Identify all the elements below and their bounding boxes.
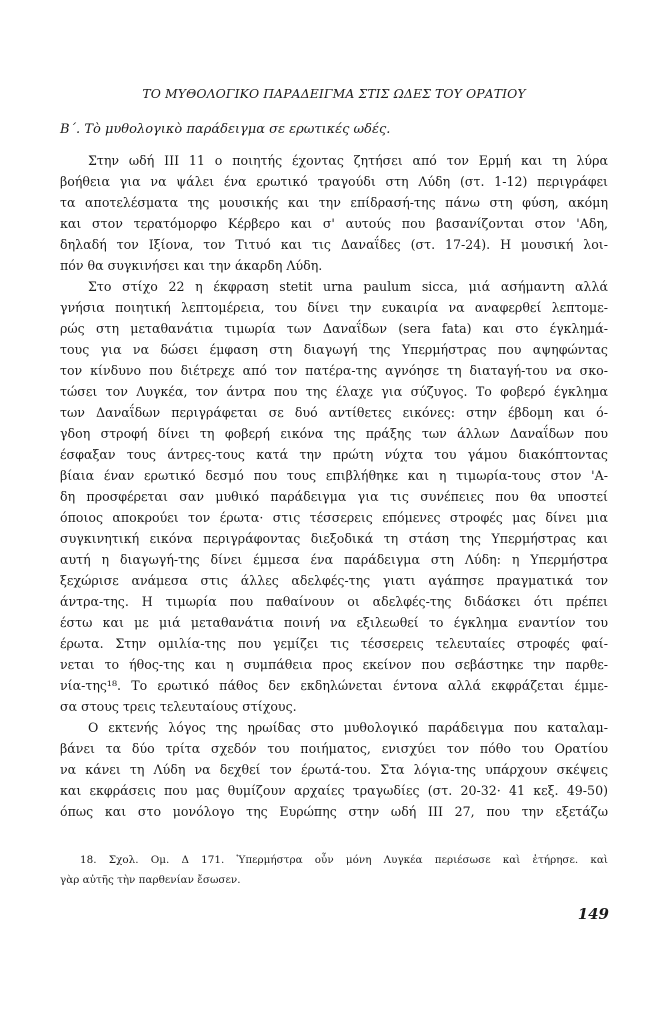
text-line: πόν θα συγκινήσει και την άκαρδη Λύδη.	[60, 258, 323, 273]
text-line: σα στους τρεις τελευταίους στίχους.	[60, 699, 297, 714]
text-line: άντρα-της. Η τιμωρία που παθαίνουν οι αδελφές-της διδάσκει ότι πρέπει	[60, 594, 608, 609]
text-line: και εκφράσεις που μας θυμίζουν αρχαίες τραγωδίες (στ. 20-32· 41 κεξ. 49-50)	[60, 783, 608, 798]
text-line: ξεχώρισε ανάμεσα στις άλλες αδελφές-της γιατι αγάπησε πραγματικά τον	[60, 573, 608, 588]
text-line: Ο εκτενής λόγος της ηρωίδας στο μυθολογικό παράδειγμα που καταλαμ-	[88, 720, 608, 735]
text-line: βάνει τα δύο τρίτα σχεδόν του ποιήματος, ενισχύει τον πόθο του Ορατίου	[60, 741, 608, 756]
section-heading: Β΄. Τὸ μυθολογικὸ παράδειγμα σε ερωτικές ωδές.	[60, 122, 391, 137]
text-line: όπως και στο μονόλογο της Ευρώπης στην ωδή ΙΙΙ 27, που την εξετάζω	[60, 804, 608, 819]
text-line: τους για να δώσει έμφαση στη διαγωγή της Υπερμήστρας που αψηφώντας	[60, 342, 608, 357]
text-line: όποιος αποκρούει τον έρωτα· στις τέσσερεις επόμενες στροφές μας δίνει μια	[60, 510, 608, 525]
text-line: Στην ωδή ΙΙΙ 11 ο ποιητής έχοντας ζητήσει από τον Ερμή και τη λύρα	[88, 153, 608, 168]
footnote-line: γὰρ αὐτῆς τὴν παρθενίαν ἔσωσεν.	[60, 874, 241, 886]
text-line: βίαια έναν ερωτικό δεσμό που τους επιβλήθηκε και η τιμωρία-τους στον 'Α-	[60, 468, 608, 483]
footnote	[60, 850, 608, 890]
text-line: γδοη στροφή δίνει τη φοβερή εικόνα της πράξης των άλλων Δαναΐδων που	[60, 426, 608, 441]
text-line: τον κίνδυνο που διέτρεχε από τον πατέρα-της αγνόησε τη διαταγή-του να σκο-	[60, 363, 608, 378]
running-head: ΤΟ ΜΥΘΟΛΟΓΙΚΟ ΠΑΡΑΔΕΙΓΜΑ ΣΤΙΣ ΩΔΕΣ ΤΟΥ ΟΡΑΤΙΟΥ	[142, 86, 526, 101]
body-text	[60, 150, 608, 822]
text-line: ρώς στη μεταθανάτια τιμωρία των Δαναΐδων (sera fata) και στο έγκλημά-	[60, 321, 608, 336]
text-line: Στο στίχο 22 η έκφραση stetit urna paulum sicca, μιά ασήμαντη αλλά	[88, 279, 608, 294]
text-line: τα αποτελέσματα της μουσικής και την επίδρασή-της πάνω στη φύση, ακόμη	[60, 195, 608, 210]
text-line: των Δαναΐδων περιγράφεται σε δυό αντίθετες εικόνες: στην έβδομη και ό-	[60, 405, 608, 420]
footnote-line: 18. Σχολ. Ομ. Δ 171. Ὑπερμήστρα οὖν μόνη Λυγκέα περιέσωσε καὶ ἐτήρησε. καὶ	[80, 854, 608, 866]
text-line: συγκινητική εικόνα περιγράφοντας διεξοδικά τη στάση της Υπερμήστρας και	[60, 531, 608, 546]
text-line: έρωτα. Στην ομιλία-της που γεμίζει τις τέσσερεις τελευταίες στροφές φαί-	[60, 636, 608, 651]
text-line: να κάνει τη Λύδη να δεχθεί τον έρωτά-του. Στα λόγια-της υπάρχουν σκέψεις	[60, 762, 608, 777]
text-line: δη προσφέρεται σαν μυθικό παράδειγμα για τις συνέπειες που θα υποστεί	[60, 489, 608, 504]
text-line: δηλαδή τον Ιξίονα, τον Τιτυό και τις Δαναΐδες (στ. 17-24). Η μουσική λοι-	[60, 237, 608, 252]
page-number: 149	[577, 905, 609, 923]
text-line: γνήσια ποιητική λεπτομέρεια, του δίνει την ευκαιρία να αναφερθεί λεπτομε-	[60, 300, 608, 315]
text-line: βοήθεια για να ψάλει ένα ερωτικό τραγούδι στη Λύδη (στ. 1-12) περιγράφει	[60, 174, 608, 189]
text-line: τώσει τον Λυγκέα, τον άντρα που της έλαχε για σύζυγος. Το φοβερό έγκλημα	[60, 384, 608, 399]
text-line: αυτή η διαγωγή-της δίνει έμμεσα ένα παράδειγμα στη Λύδη: η Υπερμήστρα	[60, 552, 608, 567]
text-line: νία-της¹⁸. Το ερωτικό πάθος δεν εκδηλώνεται έντονα αλλά εκφράζεται έμμε-	[60, 678, 608, 693]
text-line: νεται το ήθος-της και η συμπάθεια προς εκείνον που σεβάστηκε την παρθε-	[60, 657, 608, 672]
text-line: έσφαξαν τους άντρες-τους κατά την πρώτη νύχτα του γάμου διακόπτοντας	[60, 447, 608, 462]
text-line: και στον τερατόμορφο Κέρβερο και σ' αυτούς που βασανίζονται στον 'Αδη,	[60, 216, 608, 231]
text-line: έστω και με μιά μεταθανάτια ποινή να εξιλεωθεί το έγκλημα εναντίον του	[60, 615, 608, 630]
